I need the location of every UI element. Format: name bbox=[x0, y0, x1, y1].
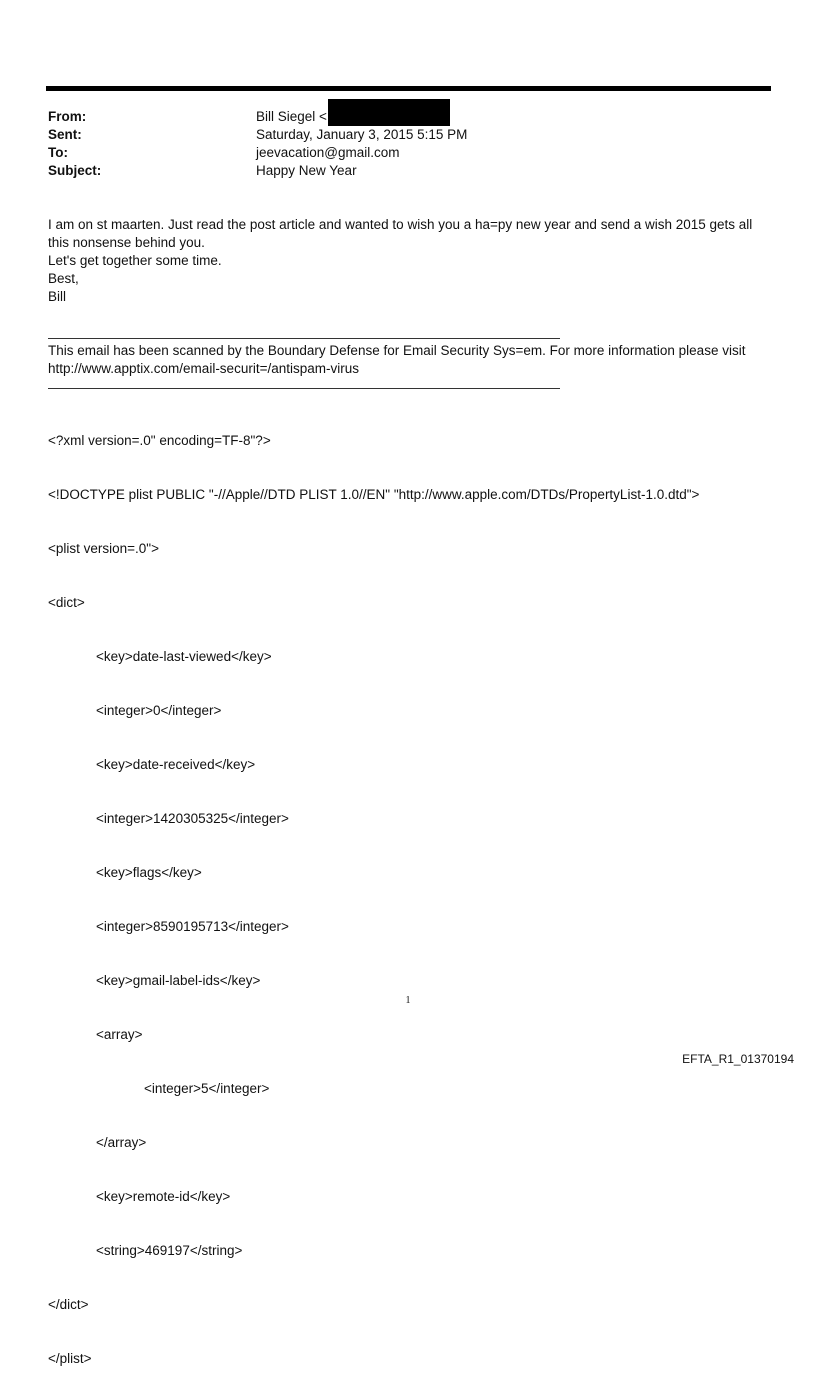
plist-line: <integer>8590195713</integer> bbox=[96, 919, 289, 934]
plist-line: <key>remote-id</key> bbox=[96, 1189, 231, 1204]
page-number: 1 bbox=[405, 995, 411, 1006]
redaction-block bbox=[328, 99, 450, 126]
document-id: EFTA_R1_01370194 bbox=[682, 1052, 794, 1066]
disclaimer-rule-bottom bbox=[48, 388, 560, 389]
subject-label: Subject: bbox=[48, 163, 102, 178]
body-line: I am on st maarten. Just read the post article and wanted to wish you a ha=py new year and send a wish 2015 gets all this nonsense behind you. bbox=[48, 217, 753, 250]
plist-line: <integer>0</integer> bbox=[96, 703, 222, 718]
plist-line: </plist> bbox=[48, 1351, 92, 1366]
to-label: To: bbox=[48, 145, 68, 160]
plist-line: <!DOCTYPE plist PUBLIC "-//Apple//DTD PLIST 1.0//EN" "http://www.apple.com/DTDs/PropertyList-1.0.dtd"> bbox=[48, 487, 700, 502]
disclaimer-text: This email has been scanned by the Boundary Defense for Email Security Sys=em. For more information please visit http://www.apptix.com/email-securit=/antispam-virus bbox=[48, 343, 746, 376]
from-label: From: bbox=[48, 109, 87, 124]
to-value: jeevacation@gmail.com bbox=[256, 145, 400, 160]
body-line: Let's get together some time. bbox=[48, 253, 222, 268]
plist-block bbox=[48, 396, 768, 1386]
body-signature: Bill bbox=[48, 289, 67, 304]
email-body bbox=[48, 216, 763, 306]
plist-line: <integer>5</integer> bbox=[144, 1081, 270, 1096]
plist-line: <key>flags</key> bbox=[96, 865, 202, 880]
plist-line: <array> bbox=[96, 1027, 143, 1042]
plist-line: <key>gmail-label-ids</key> bbox=[96, 973, 261, 988]
sent-value: Saturday, January 3, 2015 5:15 PM bbox=[256, 127, 468, 142]
plist-line: </array> bbox=[96, 1135, 147, 1150]
plist-line: <?xml version=.0" encoding=TF-8"?> bbox=[48, 433, 271, 448]
plist-line: <dict> bbox=[48, 595, 85, 610]
plist-line: <string>469197</string> bbox=[96, 1243, 243, 1258]
header-rule bbox=[46, 86, 771, 91]
body-line: Best, bbox=[48, 271, 79, 286]
plist-line: <key>date-last-viewed</key> bbox=[96, 649, 272, 664]
sent-label: Sent: bbox=[48, 127, 82, 142]
disclaimer-rule-top bbox=[48, 338, 560, 339]
plist-line: </dict> bbox=[48, 1297, 89, 1312]
plist-line: <key>date-received</key> bbox=[96, 757, 256, 772]
plist-line: <integer>1420305325</integer> bbox=[96, 811, 289, 826]
from-value bbox=[256, 108, 450, 126]
from-name: Bill Siegel < bbox=[256, 109, 327, 124]
plist-line: <plist version=.0"> bbox=[48, 541, 159, 556]
subject-value: Happy New Year bbox=[256, 163, 357, 178]
